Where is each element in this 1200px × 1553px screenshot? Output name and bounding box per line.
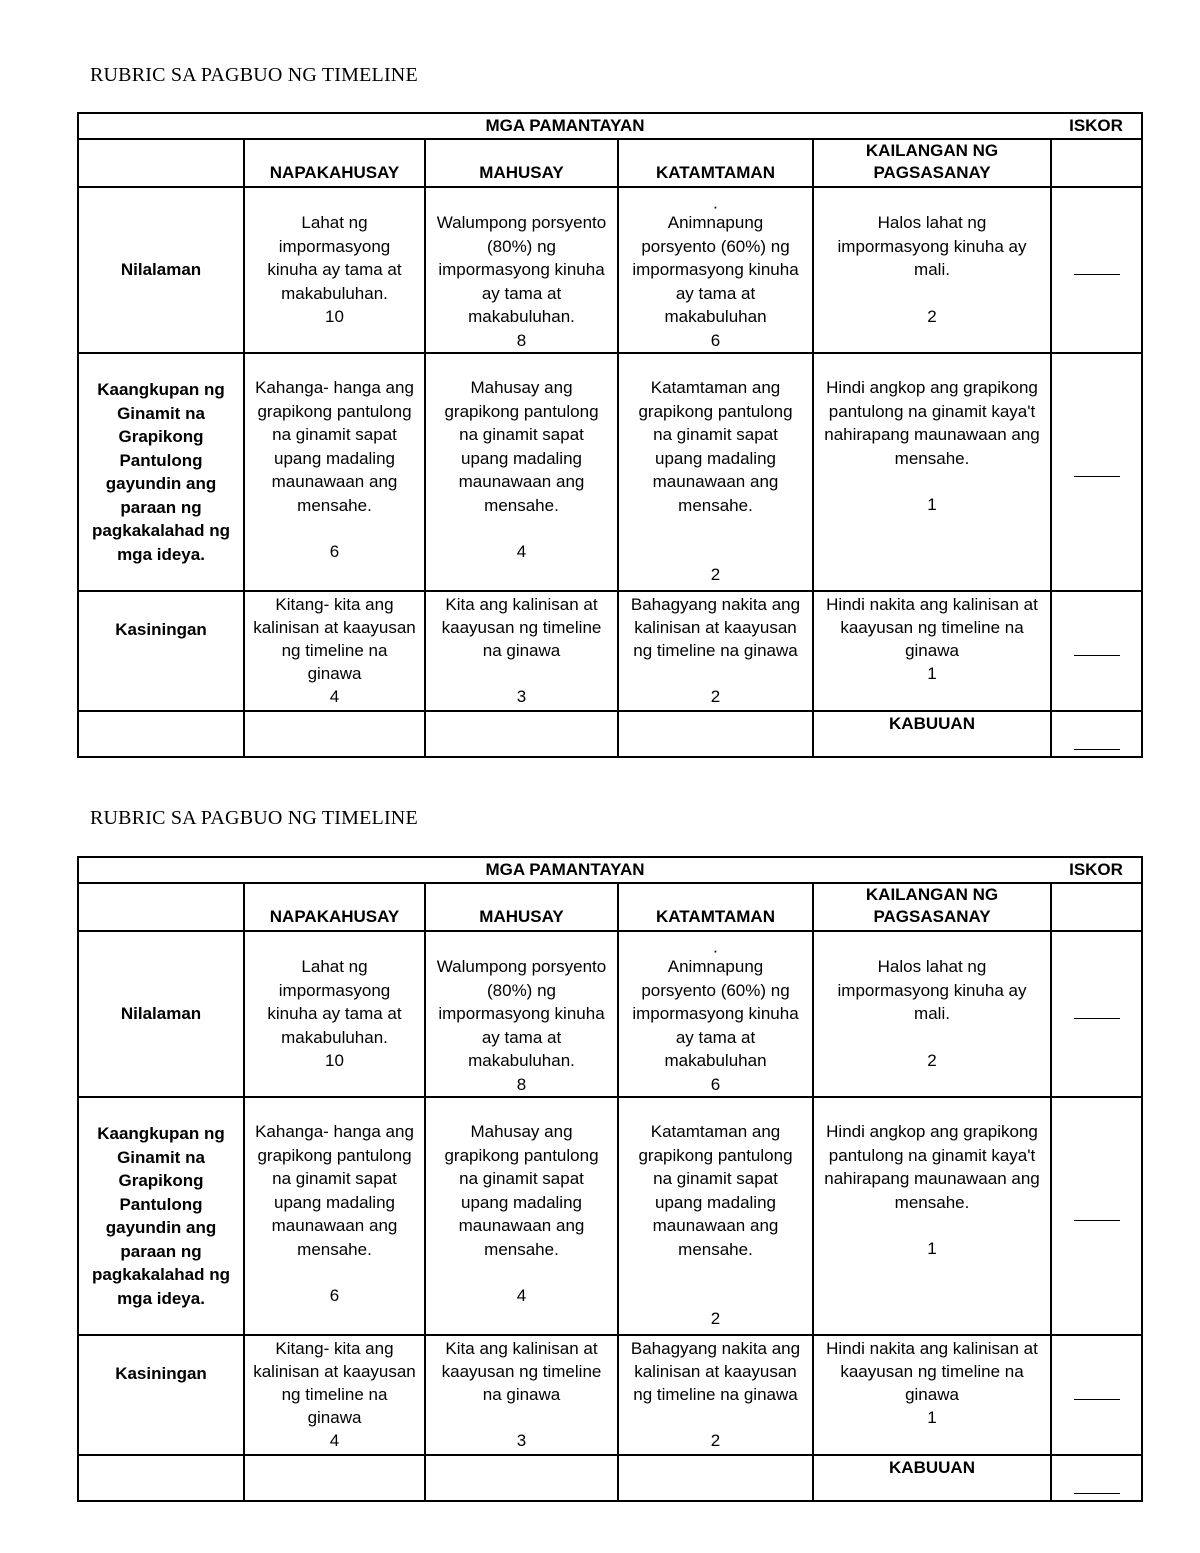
descriptor-cell xyxy=(618,931,813,1097)
total-empty-cell xyxy=(425,711,618,757)
level-katamtaman: KATAMTAMAN xyxy=(618,883,813,931)
descriptor-text: Bahagyang nakita ang kalinisan at kaayusan ng timeline na ginawa xyxy=(630,1339,801,1404)
descriptor-cell xyxy=(244,591,425,711)
criterion-row-kasiningan xyxy=(78,1335,1142,1455)
points-value: 2 xyxy=(710,687,721,706)
points-value: 10 xyxy=(325,307,344,326)
total-empty-cell xyxy=(425,1455,618,1501)
descriptor-cell xyxy=(813,187,1051,353)
points-value: 2 xyxy=(927,306,937,326)
header-row xyxy=(78,113,1142,139)
rubric-title: RUBRIC SA PAGBUO NG TIMELINE xyxy=(90,64,418,86)
kabuuan-label: KABUUAN xyxy=(813,711,1051,757)
descriptor-text: Hindi angkop ang grapikong pantulong na ginamit kaya't nahirapang maunawaan ang mensahe. xyxy=(824,378,1040,468)
descriptor-cell xyxy=(244,187,425,353)
points-value: 2 xyxy=(710,1309,721,1328)
criterion-row-kaangkupan xyxy=(78,1097,1142,1335)
level-napakahusay: NAPAKAHUSAY xyxy=(244,883,425,931)
descriptor-cell xyxy=(425,931,618,1097)
points-value: 2 xyxy=(710,565,721,584)
criterion-label: Kasiningan xyxy=(78,1335,244,1455)
levels-row xyxy=(78,883,1142,931)
total-empty-cell xyxy=(618,1455,813,1501)
level-mahusay: MAHUSAY xyxy=(425,883,618,931)
score-cell[interactable] xyxy=(1051,187,1142,353)
points-value: 6 xyxy=(329,1286,340,1305)
score-blank[interactable] xyxy=(1074,1218,1120,1221)
dot-mark: · xyxy=(712,941,719,960)
descriptor-text: Mahusay ang grapikong pantulong na ginamit sapat upang madaling maunawaan ang mensahe. xyxy=(444,378,599,515)
descriptor-text: Katamtaman ang grapikong pantulong na ginamit sapat upang madaling maunawaan ang mensahe. xyxy=(638,1122,793,1259)
level-kailangan-ng-pagsasanay: KAILANGAN NG PAGSASANAY xyxy=(813,139,1051,187)
descriptor-text: Kahanga- hanga ang grapikong pantulong na ginamit sapat upang madaling maunawaan ang mensahe. xyxy=(255,1122,414,1259)
descriptor-cell xyxy=(618,353,813,591)
total-empty-cell xyxy=(78,711,244,757)
points-value: 6 xyxy=(710,1074,721,1094)
descriptor-text: Hindi nakita ang kalinisan at kaayusan ng timeline na ginawa xyxy=(826,595,1038,660)
points-value: 1 xyxy=(927,1239,937,1258)
descriptor-cell xyxy=(425,187,618,353)
descriptor-cell xyxy=(425,353,618,591)
score-cell[interactable] xyxy=(1051,591,1142,711)
total-score-cell[interactable] xyxy=(1051,711,1142,757)
dot-mark: · xyxy=(712,197,719,216)
level-kailangan-ng-pagsasanay: KAILANGAN NG PAGSASANAY xyxy=(813,883,1051,931)
points-value: 6 xyxy=(329,542,340,561)
header-row xyxy=(78,857,1142,883)
descriptor-text: Katamtaman ang grapikong pantulong na ginamit sapat upang madaling maunawaan ang mensahe. xyxy=(638,378,793,515)
descriptor-cell xyxy=(813,591,1051,711)
descriptor-cell xyxy=(618,591,813,711)
points-value: 3 xyxy=(516,1431,527,1450)
descriptor-text: Hindi angkop ang grapikong pantulong na ginamit kaya't nahirapang maunawaan ang mensahe. xyxy=(824,1122,1040,1212)
descriptor-cell xyxy=(813,1335,1051,1455)
iskor-header: ISKOR xyxy=(1051,857,1142,883)
level-mahusay: MAHUSAY xyxy=(425,139,618,187)
iskor-header: ISKOR xyxy=(1051,113,1142,139)
criterion-label: Kaangkupan ng Ginamit na Grapikong Pantulong gayundin ang paraan ng pagkakalahad ng mga ideya. xyxy=(78,1097,244,1335)
points-value: 8 xyxy=(516,1074,527,1094)
descriptor-text: Mahusay ang grapikong pantulong na ginamit sapat upang madaling maunawaan ang mensahe. xyxy=(444,1122,599,1259)
descriptor-cell xyxy=(244,931,425,1097)
descriptor-cell xyxy=(813,353,1051,591)
points-value: 4 xyxy=(516,542,527,561)
points-value: 8 xyxy=(516,330,527,350)
descriptor-text: Walumpong porsyento (80%) ng impormasyong kinuha ay tama at makabuluhan. xyxy=(436,957,607,1070)
points-value: 4 xyxy=(516,1286,527,1305)
rubric-table xyxy=(77,856,1143,1502)
criterion-row-nilalaman xyxy=(78,931,1142,1097)
score-blank[interactable] xyxy=(1074,1016,1120,1019)
levels-corner xyxy=(78,139,244,187)
criterion-label: Nilalaman xyxy=(78,931,244,1097)
points-value: 1 xyxy=(927,664,937,683)
pamantayan-header: MGA PAMANTAYAN xyxy=(78,857,1051,883)
total-row xyxy=(78,711,1142,757)
levels-row xyxy=(78,139,1142,187)
points-value: 3 xyxy=(516,687,527,706)
descriptor-cell xyxy=(425,1335,618,1455)
total-empty-cell xyxy=(78,1455,244,1501)
descriptor-cell xyxy=(425,591,618,711)
descriptor-cell xyxy=(244,1335,425,1455)
descriptor-text: Kitang- kita ang kalinisan at kaayusan ng timeline na ginawa xyxy=(253,595,416,683)
descriptor-text: Lahat ng impormasyong kinuha ay tama at makabuluhan. xyxy=(267,957,402,1047)
points-value: 6 xyxy=(710,330,721,350)
criterion-label: Kasiningan xyxy=(78,591,244,711)
level-napakahusay: NAPAKAHUSAY xyxy=(244,139,425,187)
total-empty-cell xyxy=(244,1455,425,1501)
descriptor-cell xyxy=(244,353,425,591)
points-value: 10 xyxy=(325,1051,344,1070)
levels-score-corner xyxy=(1051,883,1142,931)
pamantayan-header: MGA PAMANTAYAN xyxy=(78,113,1051,139)
score-cell[interactable] xyxy=(1051,353,1142,591)
descriptor-text: Lahat ng impormasyong kinuha ay tama at makabuluhan. xyxy=(267,213,402,303)
descriptor-text: Kita ang kalinisan at kaayusan ng timeline na ginawa xyxy=(441,595,602,660)
score-cell[interactable] xyxy=(1051,1335,1142,1455)
criterion-label: Nilalaman xyxy=(78,187,244,353)
points-value: 1 xyxy=(927,1408,937,1427)
total-empty-cell xyxy=(244,711,425,757)
descriptor-text: Halos lahat ng impormasyong kinuha ay mali. xyxy=(837,957,1027,1023)
points-value: 4 xyxy=(329,687,340,706)
points-value: 1 xyxy=(927,495,937,514)
descriptor-cell xyxy=(425,1097,618,1335)
levels-corner xyxy=(78,883,244,931)
total-empty-cell xyxy=(618,711,813,757)
score-cell[interactable] xyxy=(1051,1097,1142,1335)
descriptor-text: Animnapung porsyento (60%) ng impormasyong kinuha ay tama at makabuluhan xyxy=(632,957,799,1070)
descriptor-text: Halos lahat ng impormasyong kinuha ay mali. xyxy=(837,213,1027,279)
total-score-blank[interactable] xyxy=(1074,747,1120,750)
descriptor-cell xyxy=(618,187,813,353)
descriptor-text: Animnapung porsyento (60%) ng impormasyong kinuha ay tama at makabuluhan xyxy=(632,213,799,326)
levels-score-corner xyxy=(1051,139,1142,187)
criterion-row-kasiningan xyxy=(78,591,1142,711)
score-cell[interactable] xyxy=(1051,931,1142,1097)
criterion-row-nilalaman xyxy=(78,187,1142,353)
level-katamtaman: KATAMTAMAN xyxy=(618,139,813,187)
rubric-table xyxy=(77,112,1143,758)
kabuuan-label: KABUUAN xyxy=(813,1455,1051,1501)
descriptor-cell xyxy=(244,1097,425,1335)
total-score-cell[interactable] xyxy=(1051,1455,1142,1501)
descriptor-text: Walumpong porsyento (80%) ng impormasyong kinuha ay tama at makabuluhan. xyxy=(436,213,607,326)
points-value: 4 xyxy=(329,1431,340,1450)
descriptor-cell xyxy=(618,1335,813,1455)
total-score-blank[interactable] xyxy=(1074,1491,1120,1494)
descriptor-text: Kita ang kalinisan at kaayusan ng timeline na ginawa xyxy=(441,1339,602,1404)
descriptor-text: Hindi nakita ang kalinisan at kaayusan ng timeline na ginawa xyxy=(826,1339,1038,1404)
score-blank[interactable] xyxy=(1074,653,1120,656)
descriptor-cell xyxy=(813,931,1051,1097)
criterion-row-kaangkupan xyxy=(78,353,1142,591)
descriptor-cell xyxy=(618,1097,813,1335)
descriptor-text: Kahanga- hanga ang grapikong pantulong na ginamit sapat upang madaling maunawaan ang mensahe. xyxy=(255,378,414,515)
score-blank[interactable] xyxy=(1074,474,1120,477)
score-blank[interactable] xyxy=(1074,272,1120,275)
criterion-label: Kaangkupan ng Ginamit na Grapikong Pantulong gayundin ang paraan ng pagkakalahad ng mga ideya. xyxy=(78,353,244,591)
descriptor-text: Kitang- kita ang kalinisan at kaayusan ng timeline na ginawa xyxy=(253,1339,416,1427)
points-value: 2 xyxy=(927,1050,937,1070)
points-value: 2 xyxy=(710,1431,721,1450)
rubric-title: RUBRIC SA PAGBUO NG TIMELINE xyxy=(90,807,418,829)
score-blank[interactable] xyxy=(1074,1397,1120,1400)
total-row xyxy=(78,1455,1142,1501)
descriptor-text: Bahagyang nakita ang kalinisan at kaayusan ng timeline na ginawa xyxy=(630,595,801,660)
descriptor-cell xyxy=(813,1097,1051,1335)
